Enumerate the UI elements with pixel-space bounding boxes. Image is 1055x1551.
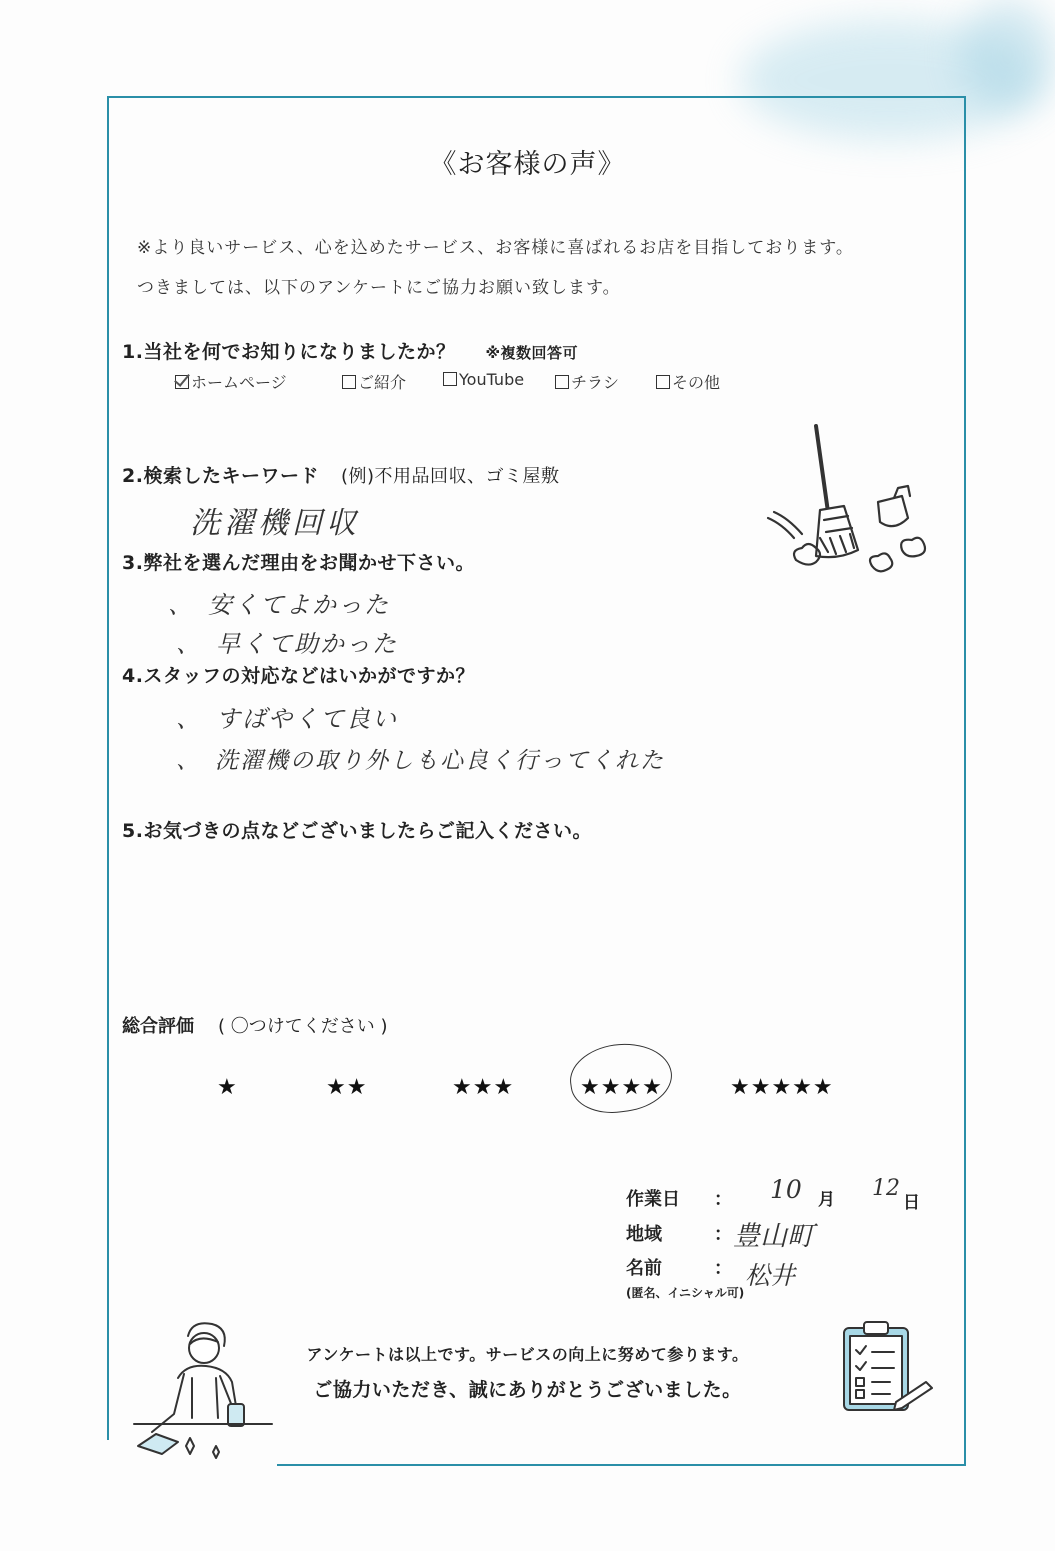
rating-instruction: ( 〇つけてください ) xyxy=(218,1016,388,1037)
rating-label xyxy=(122,1012,388,1038)
question-2-example: (例)不用品回収、ゴミ屋敷 xyxy=(340,466,560,487)
question-1-label: 1.当社を何でお知りになりましたか？ xyxy=(122,341,456,363)
date-colon: ： xyxy=(714,1189,732,1210)
area-value: 豊山町 xyxy=(733,1221,814,1252)
answer-text: 早くて助かった xyxy=(216,630,398,658)
month-value: 10 xyxy=(770,1175,802,1204)
rating-option-3[interactable]: ★★★ xyxy=(452,1075,515,1100)
option-label: YouTube xyxy=(459,370,525,389)
day-value: 12 xyxy=(872,1176,900,1201)
rating-option-5[interactable]: ★★★★★ xyxy=(730,1075,834,1100)
question-1-note: ※複数回答可 xyxy=(485,344,579,362)
day-unit: 日 xyxy=(903,1193,920,1213)
checkbox-icon[interactable] xyxy=(443,372,457,386)
answer-2: 洗濯機回収 xyxy=(190,506,360,541)
answer-text: 洗濯機の取り外しも心良く行ってくれた xyxy=(215,748,665,774)
answer-4-line-1: 、 すばやくて良い xyxy=(176,705,398,733)
question-4: 4.スタッフの対応などはいかがですか？ xyxy=(122,665,475,687)
answer-3-line-2: 、 早くて助かった xyxy=(176,630,398,658)
option-label: ご紹介 xyxy=(358,373,407,392)
option-other[interactable] xyxy=(656,370,720,393)
question-2-label: 2.検索したキーワード xyxy=(122,465,319,487)
checkbox-icon[interactable] xyxy=(656,375,670,389)
rating-option-1[interactable]: ★ xyxy=(217,1075,238,1100)
cleaning-person-illustration-icon xyxy=(128,1318,278,1468)
answer-text: すばやくて良い xyxy=(216,705,398,733)
option-label: ホームページ xyxy=(191,373,287,392)
question-5: 5.お気づきの点などございましたらご記入ください。 xyxy=(122,820,592,842)
option-homepage[interactable] xyxy=(175,370,287,393)
closing-line-2: ご協力いただき、誠にありがとうございました。 xyxy=(313,1379,742,1401)
rating-title: 総合評価 xyxy=(122,1016,194,1037)
date-label: 作業日 xyxy=(626,1189,680,1210)
name-colon: ： xyxy=(714,1258,732,1279)
name-note: (匿名、イニシャル可) xyxy=(626,1286,745,1300)
name-value: 松井 xyxy=(745,1261,796,1290)
option-label: チラシ xyxy=(571,373,620,392)
area-colon: ： xyxy=(714,1224,732,1245)
question-2 xyxy=(122,461,560,488)
survey-frame xyxy=(107,96,966,1466)
intro-line-2: つきましては、以下のアンケートにご協力お願い致します。 xyxy=(137,278,621,298)
answer-4-line-2: 、 洗濯機の取り外しも心良く行ってくれた xyxy=(176,748,665,774)
month-unit: 月 xyxy=(818,1190,835,1210)
option-label: その他 xyxy=(672,373,721,392)
answer-3-line-1: 、 安くてよかった xyxy=(168,591,390,619)
option-flyer[interactable] xyxy=(555,370,619,393)
option-youtube[interactable] xyxy=(443,370,524,389)
checkbox-checked-icon[interactable] xyxy=(175,375,189,389)
closing-line-1: アンケートは以上です。サービスの向上に努めて参ります。 xyxy=(306,1345,749,1364)
broom-illustration-icon xyxy=(760,420,940,590)
question-1 xyxy=(122,337,578,364)
area-label: 地域 xyxy=(626,1224,662,1245)
checkbox-icon[interactable] xyxy=(555,375,569,389)
name-label: 名前 xyxy=(626,1258,662,1279)
intro-line-1: ※より良いサービス、心を込めたサービス、お客様に喜ばれるお店を目指しております。 xyxy=(137,238,854,258)
clipboard-checklist-icon xyxy=(838,1318,938,1418)
question-3: 3.弊社を選んだ理由をお聞かせ下さい。 xyxy=(122,552,475,574)
answer-text: 安くてよかった xyxy=(208,591,390,619)
checkbox-icon[interactable] xyxy=(342,375,356,389)
paper-stain xyxy=(960,0,1055,110)
option-referral[interactable] xyxy=(342,370,406,393)
page-title: 《お客様の声》 xyxy=(429,149,626,180)
rating-option-2[interactable]: ★★ xyxy=(326,1075,368,1100)
rating-option-4[interactable]: ★★★★ xyxy=(580,1075,663,1100)
